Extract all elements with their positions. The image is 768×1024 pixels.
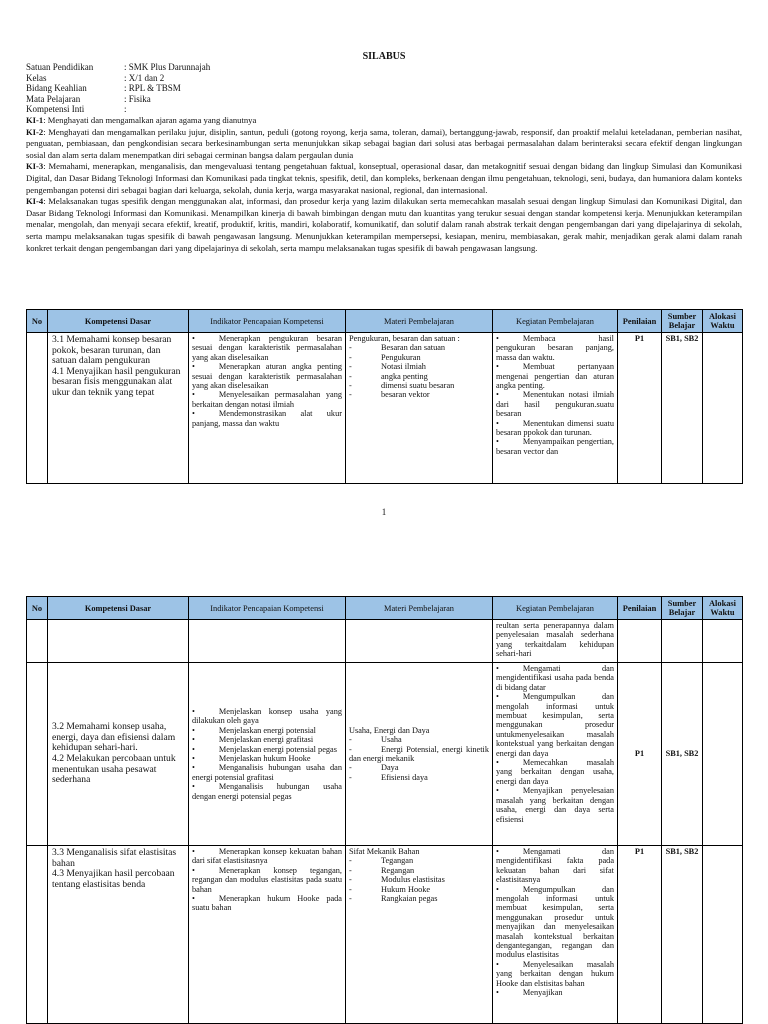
list-item: • Menjelaskan energi potensial (192, 726, 342, 735)
header-kegiatan: Kegiatan Pembelajaran (493, 597, 618, 620)
header-penilaian: Penilaian (618, 597, 662, 620)
list-item: - Rangkaian pegas (349, 894, 489, 903)
list-item: • Menjelaskan hukum Hooke (192, 754, 342, 763)
table-row (27, 663, 743, 846)
header-materi: Materi Pembelajaran (346, 597, 493, 620)
cell-penilaian: P1 (618, 333, 662, 484)
table-header-row (27, 310, 743, 333)
meta-row-field: Bidang Keahlian : RPL & TBSM (26, 83, 181, 94)
header-alokasi: Alokasi Waktu (703, 310, 743, 333)
list-item: • Menyajikan penyelesaian masalah yang berkaitan dengan usaha, energi dan daya serta efisiensi (496, 786, 614, 824)
list-item: • Menyampaikan pengertian, besaran vector dan (496, 437, 614, 456)
list-item: - Efisiensi daya (349, 773, 489, 782)
list-item: - Modulus elastisitas (349, 875, 489, 884)
header-kd: Kompetensi Dasar (48, 310, 189, 333)
list-item: - Hukum Hooke (349, 885, 489, 894)
cell-kd: 3.1 Memahami konsep besaran pokok, besaran turunan, dan satuan dalam pengukuran 4.1 Menyajikan hasil pengukuran besaran fisis menggunakan alat ukur dan teknik yang tepat (48, 333, 189, 484)
list-item: - Usaha (349, 735, 489, 744)
syllabus-table-page-2 (26, 596, 743, 1024)
ki-4: KI-4: Melaksanakan tugas spesifik dengan menggunakan alat, informasi, dan prosedur kerja yang lazim dilakukan serta memecahkan masalah sesuai dengan lingkup Simulasi dan Komunikasi Digital, dan Dasar Bidang Teknologi Informasi dan Komunikasi. Menampilkan kinerja di bawah bimbingan dengan mutu dan kuantitas yang terukur sesuai dengan standar kompetensi kerja. Menunjukkan keterampilan menalar, mengolah, dan menyaji secara efektif, kreatif, produktif, kritis, mandiri, kolaboratif, komunikatif, dan solutif dalam ranah abstrak terkait dengan pengembangan dari yang dipelajarinya di sekolah, serta mampu melaksanakan tugas spesifik di bawah pengawasan langsung. Menunjukkan keterampilan mempersepsi, kesiapan, meniru, membiasakan, gerak mahir, menjadikan gerak alami dalam ranah konkret terkait dengan pengembangan dari yang dipelajarinya di sekolah, serta mampu melaksanakan tugas spesifik di bawah pengawasan langsung. (26, 196, 742, 253)
list-item: - dimensi suatu besaran (349, 381, 489, 390)
cell-no (27, 663, 48, 846)
cell-materi: Sifat Mekanik Bahan - Tegangan - Regangan - Modulus elastisitas - Hukum Hooke - Rangkaian pegas (346, 846, 493, 1024)
cell-sumber: SB1, SB2 (662, 846, 703, 1024)
list-item: • Menerapkan pengukuran besaran sesuai dengan karakteristik permasalahan yang akan diselesaikan (192, 334, 342, 362)
header-kegiatan: Kegiatan Pembelajaran (493, 310, 618, 333)
list-item: • Mengumpulkan dan mengolah informasi untuk membuat kesimpulan, serta menggunakan prosedur untukmenyelesaikan masalah kontekstual yang berkaitan dengan energi dan daya (496, 692, 614, 758)
list-item: • Membuat pertanyaan mengenai pengertian dan aturan angka penting. (496, 362, 614, 390)
header-sumber: Sumber Belajar (662, 310, 703, 333)
core-competence-list (26, 115, 742, 254)
list-item: - besaran vektor (349, 390, 489, 399)
list-item: • Mengumpulkan dan mengolah informasi untuk membuat kesimpulan, serta menggunakan prosedur untuk menyajikan dan menyelesaikan masalah kontekstual berkaitan dengantegangan, regangan dan modulus elastisitas (496, 885, 614, 960)
cell-penilaian: P1 (618, 663, 662, 846)
table-row (27, 333, 743, 484)
header-ipk: Indikator Pencapaian Kompetensi (189, 597, 346, 620)
list-item: • Mendemonstrasikan alat ukur panjang, massa dan waktu (192, 409, 342, 428)
list-item: • Menerapkan konsep tegangan, regangan dan modulus elastisitas pada suatu bahan (192, 866, 342, 894)
list-item: - Energi Potensial, energi kinetik dan energi mekanik (349, 745, 489, 764)
list-item: • Menentukan dimensi suatu besaran ppokok dan turunan. (496, 419, 614, 438)
list-item: • Membaca hasil pengukuran besaran panjang, massa dan waktu. (496, 334, 614, 362)
cell-materi: Pengukuran, besaran dan satuan : - Besaran dan satuan - Pengukuran - Notasi ilmiah - angka penting - dimensi suatu besaran - besaran vektor (346, 333, 493, 484)
list-item: • Menjelaskan konsep usaha yang dilakukan oleh gaya (192, 707, 342, 726)
header-no: No (27, 597, 48, 620)
table-row-continuation (27, 620, 743, 663)
list-item: • Menerapkan aturan angka penting sesuai dengan karakteristik permasalahan yang akan diselesaikan (192, 362, 342, 390)
meta-row-subject: Mata Pelajaran : Fisika (26, 93, 151, 104)
cell-alokasi (703, 846, 743, 1024)
list-item: • Menyajikan (496, 988, 614, 997)
meta-row-class: Kelas : X/1 dan 2 (26, 72, 165, 83)
header-penilaian: Penilaian (618, 310, 662, 333)
list-item: • Mengamati dan mengidentifikasi fakta pada kekuatan bahan dari sifat elastisitasnya (496, 847, 614, 885)
list-item: - Pengukuran (349, 353, 489, 362)
cell-ipk (189, 663, 346, 846)
syllabus-table-page-1 (26, 309, 743, 484)
list-item: - Notasi ilmiah (349, 362, 489, 371)
cell-kd: 3.2 Memahami konsep usaha, energi, daya dan efisiensi dalam kehidupan sehari-hari. 4.2 Melakukan percobaan untuk menentukan usaha pesawat sederhana (48, 663, 189, 846)
cell-materi: Usaha, Energi dan Daya - Usaha - Energi Potensial, energi kinetik dan energi mekanik - Daya - Efisiensi daya (346, 663, 493, 846)
meta-row-core-competence: Kompetensi Inti : (26, 104, 127, 115)
table-header-row (27, 597, 743, 620)
cell-no (27, 333, 48, 484)
ki-1: KI-1: Menghayati dan mengamalkan ajaran agama yang dianutnya (26, 115, 257, 125)
list-item: - Tegangan (349, 856, 489, 865)
list-item: • Memecahkan masalah yang berkaitan dengan usaha, energi dan daya (496, 758, 614, 786)
header-sumber: Sumber Belajar (662, 597, 703, 620)
list-item: • Menerapkan hukum Hooke pada suatu bahan (192, 894, 342, 913)
cell-no (27, 846, 48, 1024)
cell-sumber: SB1, SB2 (662, 663, 703, 846)
cell-kegiatan (493, 846, 618, 1024)
list-item: • Menyelesaikan masalah yang berkaitan dengan hukum Hooke dan elstisitas bahan (496, 960, 614, 988)
cell-kd: 3.3 Menganalisis sifat elastisitas bahan 4.3 Menyajikan hasil percobaan tentang elastisitas benda (48, 846, 189, 1024)
cell-sumber: SB1, SB2 (662, 333, 703, 484)
table-row (27, 846, 743, 1024)
list-item: - Regangan (349, 866, 489, 875)
ki-3: KI-3: Memahami, menerapkan, menganalisis, dan mengevaluasi tentang pengetahuan faktual, konseptual, operasional dasar, dan metakognitif sesuai dengan bidang dan lingkup Simulasi dan Komunikasi Digital, dan Dasar Bidang Teknologi Informasi dan Komunikasi pada tingkat teknis, spesifik, detil, dan kompleks, berkenaan dengan ilmu pengetahuan, teknologi, seni, budaya, dan humaniora dalam konteks pengembangan potensi diri sebagai bagian dari keluarga, sekolah, dunia kerja, warga masyarakat nasional, regional, dan internasional. (26, 161, 742, 195)
list-item: • Menyelesaikan permasalahan yang berkaitan dengan notasi ilmiah (192, 390, 342, 409)
cell-kegiatan: reultan serta penerapannya dalam penyelesaian masalah sederhana yang terkaitdalam kehidupan sehari-hari (493, 620, 618, 663)
header-ipk: Indikator Pencapaian Kompetensi (189, 310, 346, 333)
list-item: • Mengamati dan mengidentifikasi usaha pada benda di bidang datar (496, 664, 614, 692)
header-no: No (27, 310, 48, 333)
list-item: - Daya (349, 763, 489, 772)
page-number: 1 (381, 507, 387, 517)
identity-block (26, 62, 210, 115)
cell-alokasi (703, 333, 743, 484)
ki-2: KI-2: Menghayati dan mengamalkan perilaku jujur, disiplin, santun, peduli (gotong royong, kerja sama, toleran, damai), bertanggung-jawab, responsif, dan proaktif melalui keteladanan, pemberian nasihat, penguatan, pembiasaan, dan pengkondisian secara berkesinambungan serta menunjukkan sikap sebagai bagian dari solusi atas berbagai permasalahan dalam berinteraksi secara efektif dengan lingkungan sosial dan alam serta dalam menempatkan diri sebagai cerminan bangsa dalam pergaulan dunia (26, 126, 742, 160)
header-alokasi: Alokasi Waktu (703, 597, 743, 620)
header-kd: Kompetensi Dasar (48, 597, 189, 620)
cell-ipk (189, 846, 346, 1024)
list-item: • Menganalisis hubungan usaha dan energi potensial grafitasi (192, 763, 342, 782)
list-item: • Menentukan notasi ilmiah dari hasil pengukuran.suatu besaran (496, 390, 614, 418)
cell-ipk (189, 333, 346, 484)
list-item: • Menjelaskan energi grafitasi (192, 735, 342, 744)
list-item: • Menganalisis hubungan usaha dengan energi potensial pegas (192, 782, 342, 801)
cell-kegiatan (493, 333, 618, 484)
list-item: - Besaran dan satuan (349, 343, 489, 352)
document-title: SILABUS (362, 51, 406, 62)
header-materi: Materi Pembelajaran (346, 310, 493, 333)
cell-penilaian: P1 (618, 846, 662, 1024)
list-item: - angka penting (349, 372, 489, 381)
meta-row-school: Satuan Pendidikan : SMK Plus Darunnajah (26, 62, 211, 72)
cell-kegiatan (493, 663, 618, 846)
list-item: • Menerapkan konsep kekuatan bahan dari sifat elastisitasnya (192, 847, 342, 866)
list-item: • Menjelaskan energi potensial pegas (192, 745, 342, 754)
cell-alokasi (703, 663, 743, 846)
